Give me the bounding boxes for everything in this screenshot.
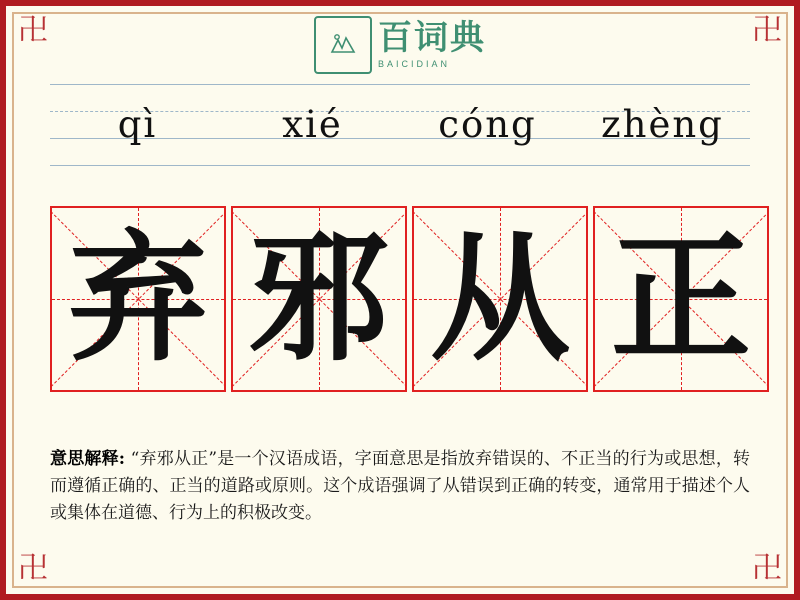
corner-ornament-top-left: 卍 bbox=[18, 14, 48, 47]
corner-ornament-bottom-left: 卍 bbox=[18, 552, 48, 585]
pinyin-syllable-1: qì bbox=[117, 103, 158, 146]
logo-title: 百词典 bbox=[378, 19, 486, 57]
seal-stamp-icon bbox=[314, 16, 372, 74]
character-glyph-3: 从 bbox=[429, 217, 570, 381]
character-cell-1[interactable] bbox=[50, 206, 226, 392]
corner-ornament-top-right: 卍 bbox=[752, 14, 782, 47]
explanation-text: “弃邪从正”是一个汉语成语，字面意思是指放弃错误的、不正当的行为或思想，转而遵循正确的、正当的道路或原则。这个成语强调了从错误到正确的转变，通常用于描述个人或集体在道德、行为上的积极改变。 bbox=[50, 449, 751, 524]
pinyin-syllable-3: cóng bbox=[438, 103, 537, 146]
character-cell-2[interactable] bbox=[231, 206, 407, 392]
pinyin-row bbox=[50, 84, 750, 165]
pinyin-syllable-4: zhèng bbox=[601, 103, 724, 146]
character-glyph-2: 邪 bbox=[248, 217, 389, 381]
character-cell-4[interactable] bbox=[593, 206, 769, 392]
character-grid bbox=[50, 206, 769, 392]
character-glyph-4: 正 bbox=[610, 217, 751, 381]
logo-subtitle: BAICIDIAN bbox=[378, 58, 451, 69]
character-glyph-1: 弃 bbox=[67, 217, 208, 381]
corner-ornament-bottom-right: 卍 bbox=[752, 552, 782, 585]
site-logo[interactable] bbox=[6, 16, 794, 74]
logo-text-block bbox=[378, 19, 486, 69]
pinyin-syllable-2: xié bbox=[282, 103, 343, 146]
character-cell-3[interactable] bbox=[412, 206, 588, 392]
explanation-label: 意思解释: bbox=[50, 449, 126, 469]
pinyin-rule-bottom bbox=[50, 165, 750, 166]
pinyin-staff bbox=[50, 84, 750, 164]
explanation-block bbox=[50, 446, 750, 528]
